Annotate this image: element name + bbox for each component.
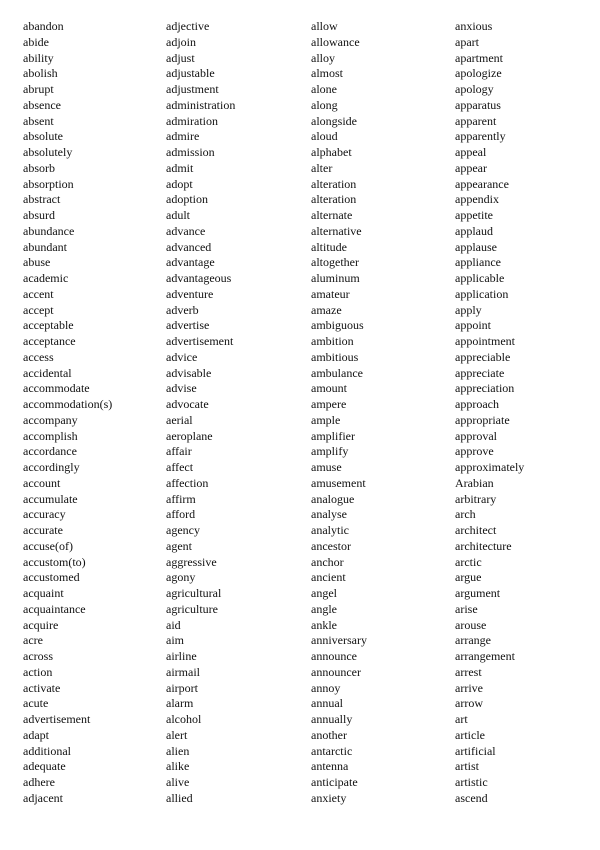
word-item: anxiety [311, 790, 347, 805]
word-item: annual [311, 696, 343, 711]
word-item: agriculture [166, 601, 218, 616]
word-item: acute [23, 696, 49, 711]
word-item: appreciate [455, 365, 505, 380]
word-item: angel [311, 586, 337, 600]
word-item: aim [166, 633, 184, 648]
word-item: altogether [311, 255, 359, 270]
word-item: alloy [311, 50, 335, 65]
word-item: accuse(of) [23, 538, 73, 553]
word-item: adjoin [166, 34, 196, 49]
word-item: ascend [455, 790, 488, 805]
word-item: apart [455, 34, 479, 49]
word-item: apply [455, 302, 482, 317]
word-item: additional [23, 743, 71, 758]
word-item: allied [166, 790, 193, 805]
word-item: adhere [23, 775, 55, 789]
word-item: accommodation(s) [23, 397, 113, 411]
word-item: accordingly [23, 460, 80, 474]
word-item: agent [166, 538, 192, 553]
word-item: apparent [455, 113, 497, 128]
word-item: abolish [23, 66, 58, 81]
word-item: application [455, 286, 509, 301]
word-item: applaud [455, 223, 493, 238]
word-item: affection [166, 475, 209, 490]
word-item: action [23, 664, 53, 679]
word-item: amount [311, 381, 347, 396]
word-item: abrupt [23, 82, 54, 96]
word-item: airmail [166, 664, 200, 679]
word-item: approve [455, 444, 494, 459]
word-item: article [455, 727, 485, 742]
word-item: advantageous [166, 271, 232, 285]
word-item: apparently [455, 129, 506, 144]
word-item: abide [23, 34, 49, 49]
word-item: alien [166, 743, 190, 758]
word-item: aid [166, 617, 181, 632]
word-item: antarctic [311, 743, 353, 758]
word-item: anxious [455, 19, 493, 33]
word-item: argument [455, 586, 501, 600]
word-item: alter [311, 160, 333, 175]
word-item: alive [166, 775, 190, 789]
word-item: alcohol [166, 712, 202, 726]
word-item: adult [166, 208, 190, 222]
word-item: arbitrary [455, 491, 497, 506]
word-item: appetite [455, 208, 493, 222]
word-item: acquaint [23, 586, 64, 600]
word-item: amateur [311, 286, 350, 301]
word-item: agency [166, 523, 200, 537]
word-item: ambition [311, 334, 354, 348]
word-item: arrest [455, 664, 482, 679]
word-item: accommodate [23, 381, 90, 396]
word-item: alarm [166, 696, 194, 711]
word-item: advance [166, 223, 206, 238]
word-item: airport [166, 680, 198, 695]
word-item: angle [311, 601, 337, 616]
word-item: admission [166, 145, 215, 159]
word-item: absorption [23, 176, 74, 191]
word-item: accompany [23, 412, 78, 427]
word-item: analyse [311, 507, 347, 522]
word-item: appendix [455, 192, 499, 207]
word-item: architecture [455, 538, 512, 553]
word-item: allow [311, 19, 338, 33]
word-item: ability [23, 50, 54, 65]
word-item: apparatus [455, 97, 501, 112]
word-item: accidental [23, 365, 72, 380]
word-item: arrangement [455, 649, 515, 663]
word-item: abstract [23, 192, 61, 207]
word-item: advice [166, 349, 198, 364]
word-item: advertisement [166, 334, 234, 348]
word-item: antenna [311, 759, 349, 774]
word-item: artificial [455, 743, 496, 758]
word-item: alternative [311, 223, 362, 238]
word-item: alongside [311, 113, 357, 128]
word-item: adjust [166, 50, 195, 65]
word-item: applicable [455, 271, 505, 285]
word-item: abandon [23, 19, 64, 33]
word-item: admiration [166, 113, 218, 128]
word-item: affect [166, 460, 194, 474]
word-item: arrow [455, 696, 483, 711]
word-item: affair [166, 444, 192, 459]
word-item: abundance [23, 223, 75, 238]
word-item: appoint [455, 318, 491, 333]
word-item: alone [311, 82, 337, 96]
word-column-4 [455, 19, 524, 807]
word-item: adapt [23, 727, 49, 742]
word-item: along [311, 97, 338, 112]
word-item: arrive [455, 680, 483, 695]
word-item: absurd [23, 208, 55, 222]
word-item: ample [311, 412, 341, 427]
word-item: ancient [311, 570, 346, 585]
word-item: acre [23, 633, 43, 648]
word-item: abuse [23, 255, 51, 270]
word-item: amusement [311, 475, 366, 490]
word-item: approximately [455, 460, 525, 474]
word-item: announce [311, 649, 357, 663]
word-item: airline [166, 649, 197, 663]
word-item: anticipate [311, 775, 358, 789]
word-item: adjective [166, 19, 210, 33]
word-item: annually [311, 712, 353, 726]
word-item: almost [311, 66, 343, 81]
word-item: analytic [311, 523, 349, 537]
word-item: artist [455, 759, 479, 774]
word-item: approach [455, 397, 499, 411]
word-item: art [455, 712, 468, 726]
word-item: ankle [311, 617, 337, 632]
word-item: absence [23, 97, 61, 112]
word-item: affirm [166, 491, 196, 506]
word-column-2 [166, 19, 235, 807]
word-item: apology [455, 82, 494, 96]
word-item: adverb [166, 302, 199, 317]
word-item: acceptance [23, 334, 76, 348]
word-item: accomplish [23, 428, 78, 443]
word-item: arrange [455, 633, 491, 648]
word-item: alternate [311, 208, 353, 222]
word-item: acquire [23, 617, 59, 632]
word-item: agricultural [166, 586, 222, 600]
word-item: accurate [23, 523, 63, 537]
word-item: ambulance [311, 365, 363, 380]
word-item: acquaintance [23, 601, 86, 616]
word-item: advertisement [23, 712, 91, 726]
word-item: advise [166, 381, 197, 396]
word-item: alert [166, 727, 188, 742]
word-item: appreciable [455, 349, 511, 364]
word-item: arouse [455, 617, 487, 632]
word-item: ambitious [311, 349, 359, 364]
word-item: access [23, 349, 54, 364]
word-item: advanced [166, 239, 212, 254]
word-item: accept [23, 302, 54, 317]
word-item: absorb [23, 160, 55, 175]
word-item: announcer [311, 664, 361, 679]
word-item: adopt [166, 176, 193, 191]
word-item: aerial [166, 412, 193, 427]
word-item: adventure [166, 286, 214, 301]
word-item: abundant [23, 239, 67, 254]
word-item: appropriate [455, 412, 510, 427]
word-item: another [311, 727, 347, 742]
word-item: absolutely [23, 145, 73, 159]
word-item: appeal [455, 145, 487, 159]
word-item: absent [23, 113, 54, 128]
word-item: accumulate [23, 491, 78, 506]
word-item: ampere [311, 397, 347, 411]
word-item: absolute [23, 129, 63, 144]
word-item: analogue [311, 491, 355, 506]
word-item: adjustable [166, 66, 215, 81]
word-item: ambiguous [311, 318, 364, 333]
word-item: aggressive [166, 554, 217, 569]
word-item: adjustment [166, 82, 219, 96]
word-item: amaze [311, 302, 342, 317]
word-item: advertise [166, 318, 210, 333]
word-item: anniversary [311, 633, 367, 648]
word-item: adjacent [23, 790, 63, 805]
word-item: aloud [311, 129, 338, 144]
word-item: apologize [455, 66, 502, 81]
word-item: aluminum [311, 271, 360, 285]
word-item: applause [455, 239, 497, 254]
word-item: accuracy [23, 507, 66, 522]
word-item: amplify [311, 444, 349, 459]
word-item: arch [455, 507, 476, 522]
word-item: across [23, 649, 53, 663]
word-item: ancestor [311, 538, 351, 553]
word-item: arctic [455, 554, 482, 569]
word-item: accustomed [23, 570, 80, 585]
word-column-1 [23, 19, 112, 807]
word-item: alphabet [311, 145, 352, 159]
word-item: amuse [311, 460, 342, 474]
word-item: administration [166, 97, 236, 112]
word-item: advantage [166, 255, 215, 270]
word-item: adoption [166, 192, 208, 207]
word-item: Arabian [455, 475, 494, 490]
word-item: accent [23, 286, 54, 301]
word-item: annoy [311, 680, 341, 695]
word-item: accustom(to) [23, 554, 86, 569]
word-item: admit [166, 160, 194, 175]
word-item: advocate [166, 397, 209, 411]
word-item: altitude [311, 239, 347, 254]
word-item: appointment [455, 334, 515, 348]
word-item: apartment [455, 50, 503, 65]
word-item: appear [455, 160, 487, 175]
word-item: alteration [311, 176, 357, 191]
word-item: appearance [455, 176, 509, 191]
word-item: aeroplane [166, 428, 213, 443]
word-item: amplifier [311, 428, 355, 443]
word-item: advisable [166, 365, 212, 380]
word-item: account [23, 475, 61, 490]
word-item: activate [23, 680, 61, 695]
word-item: argue [455, 570, 482, 585]
word-item: afford [166, 507, 196, 522]
word-item: architect [455, 523, 497, 537]
word-item: anchor [311, 554, 344, 569]
word-item: adequate [23, 759, 66, 774]
word-item: academic [23, 271, 69, 285]
word-item: admire [166, 129, 200, 144]
word-item: artistic [455, 775, 488, 789]
word-item: approval [455, 428, 497, 443]
word-item: appliance [455, 255, 501, 270]
word-item: allowance [311, 34, 360, 49]
word-item: acceptable [23, 318, 74, 333]
word-item: appreciation [455, 381, 515, 396]
word-item: arise [455, 601, 478, 616]
word-item: agony [166, 570, 196, 585]
word-item: alike [166, 759, 190, 774]
word-item: accordance [23, 444, 77, 459]
word-column-3 [311, 19, 367, 807]
word-item: alteration [311, 192, 357, 207]
